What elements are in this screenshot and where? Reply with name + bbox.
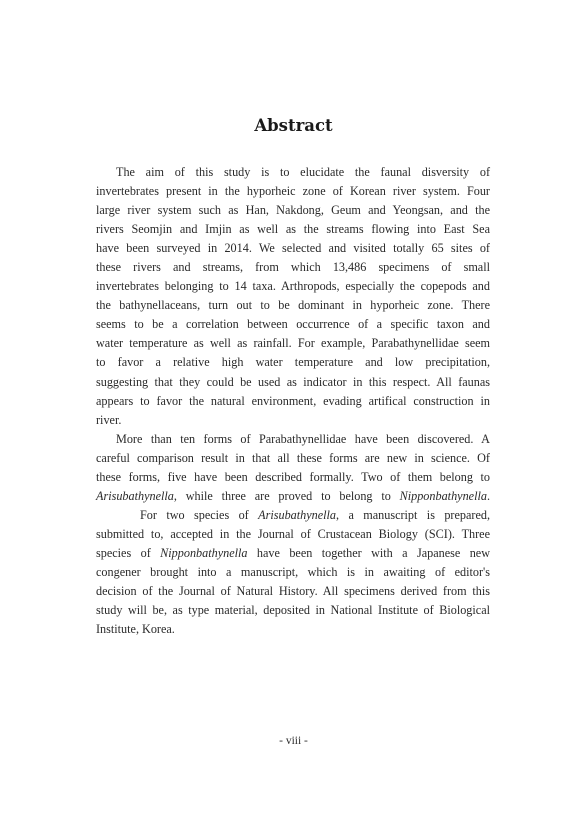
text-fragment: , a manuscript is prepared,	[336, 507, 491, 522]
text-line: the bathynellaceans, turn out to be dominant in hyporheic zone. There	[96, 298, 490, 313]
abstract-body	[96, 163, 490, 639]
text-line: congener brought into a manuscript, which is in awaiting of editor's	[96, 564, 490, 579]
text-line: More than ten forms of Parabathynellidae have been discovered. A	[116, 431, 490, 446]
genus-name: Nipponbathynella	[160, 545, 248, 560]
genus-name: Nipponbathynella	[399, 488, 487, 503]
text-line: river.	[96, 412, 122, 427]
text-fragment: .	[486, 488, 490, 503]
text-line: suggesting that they could be used as indicator in this respect. All faunas	[96, 374, 490, 389]
text-line: Institute, Korea.	[96, 622, 175, 637]
text-line: large river system such as Han, Nakdong, Geum and Yeongsan, and the	[96, 203, 490, 218]
text-line: seems to be a correlation between occurrence of a specific taxon and	[96, 317, 490, 332]
text-fragment: For two species of	[140, 507, 249, 522]
text-line: decision of the Journal of Natural History. All specimens derived from this	[96, 584, 490, 599]
text-fragment: have been together with a Japanese new	[256, 545, 490, 560]
text-line	[96, 487, 490, 506]
text-line: these forms, five have been described formally. Two of them belong to	[96, 469, 490, 484]
text-line: rivers Seomjin and Imjin as well as the streams flowing into East Sea	[96, 222, 490, 237]
text-line: appears to favor the natural environment, evading artifical construction in	[96, 393, 490, 408]
text-fragment: species of	[96, 545, 151, 560]
page-number: - viii -	[279, 735, 308, 747]
text-line: invertebrates belonging to 14 taxa. Arthropods, especially the copepods and	[96, 279, 490, 294]
genus-name: Arisubathynella	[96, 488, 174, 503]
text-line: have been surveyed in 2014. We selected and visited totally 65 sites of	[96, 241, 490, 256]
text-line: these rivers and streams, from which 13,486 specimens of small	[96, 260, 490, 275]
text-line: to favor a relative high water temperature and low precipitation,	[96, 355, 490, 370]
text-line	[96, 506, 490, 525]
text-fragment: , while three are proved to belong to	[173, 488, 391, 503]
text-line: study will be, as type material, deposited in National Institute of Biological	[96, 603, 490, 618]
abstract-paragraph-2	[96, 430, 490, 640]
text-line: submitted to, accepted in the Journal of Crustacean Biology (SCI). Three	[96, 526, 490, 541]
genus-name: Arisubathynella	[258, 507, 337, 522]
text-line	[96, 544, 490, 563]
text-line: careful comparison result in that all these forms are new in science. Of	[96, 450, 490, 465]
page-title: Abstract	[254, 116, 333, 135]
text-line: water temperature as well as rainfall. For example, Parabathynellidae seem	[96, 336, 490, 351]
text-line: invertebrates present in the hyporheic zone of Korean river system. Four	[96, 184, 490, 199]
abstract-paragraph-1	[96, 163, 490, 430]
text-line: The aim of this study is to elucidate the faunal disversity of	[116, 165, 490, 179]
